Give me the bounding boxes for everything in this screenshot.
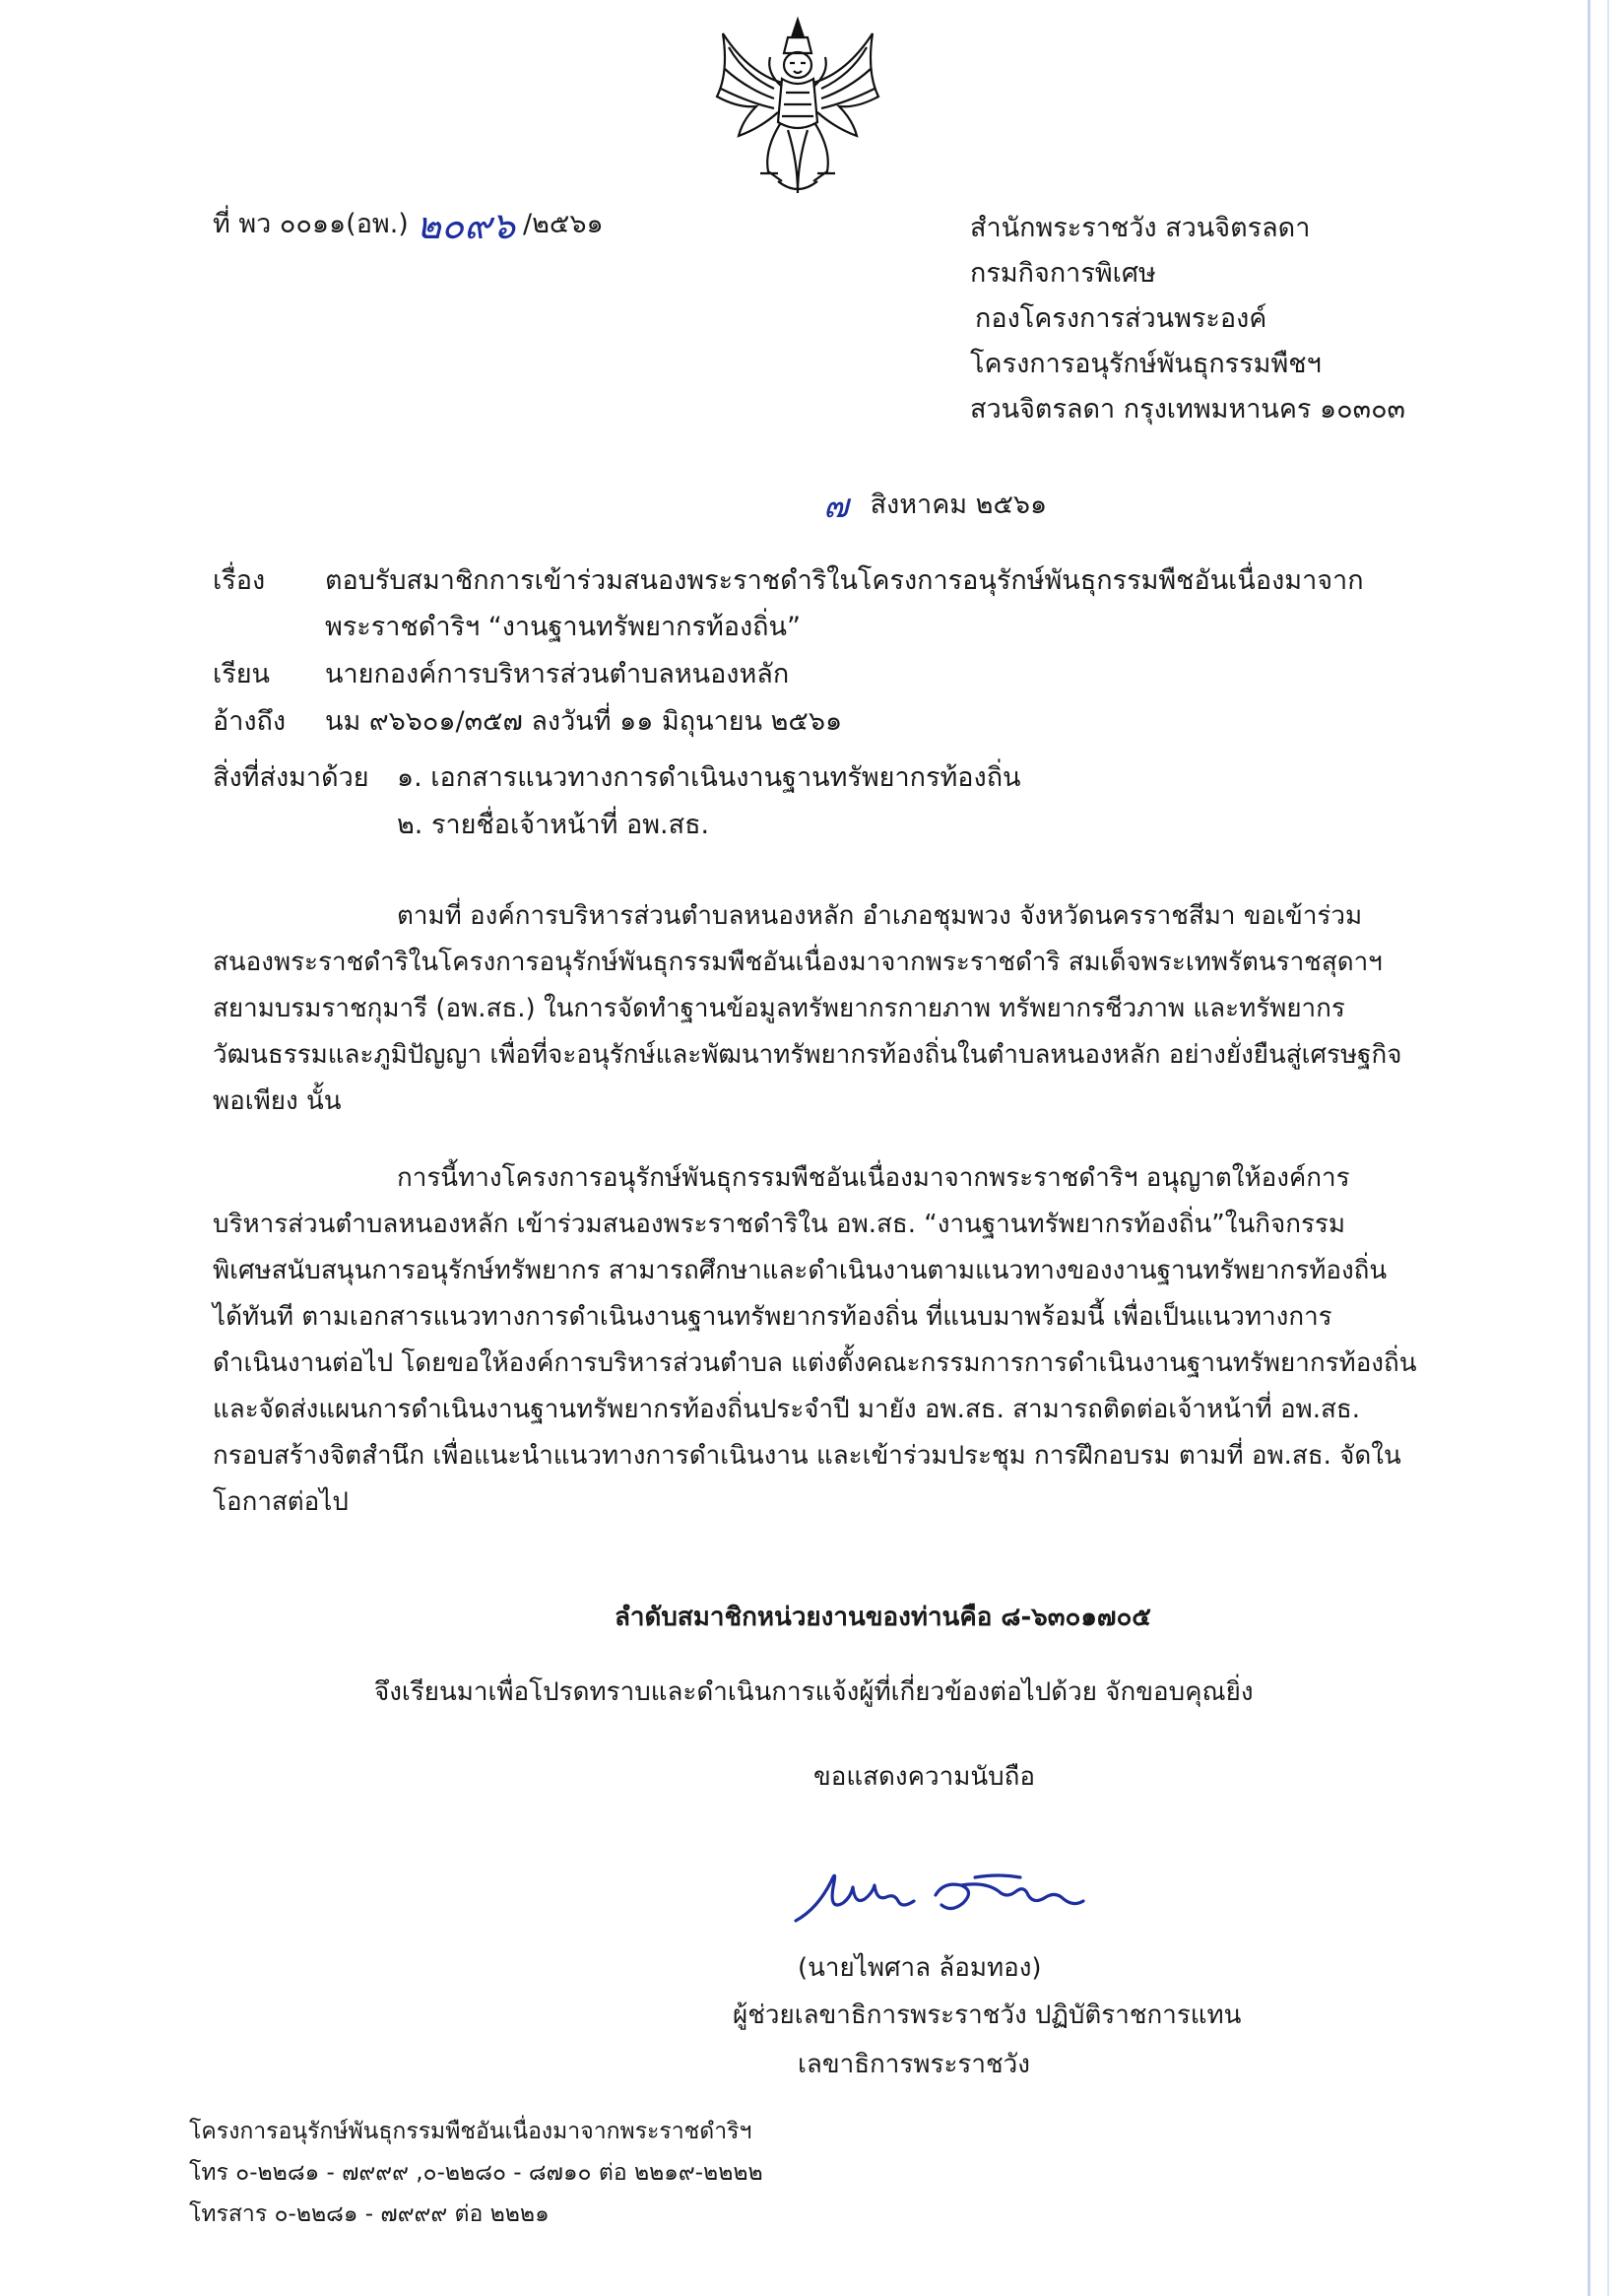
member-number-line: ลำดับสมาชิกหน่วยงานของท่านคือ ๘-๖๓๐๑๗๐๕	[615, 1603, 1151, 1632]
paragraph-line: ตามที่ องค์การบริหารส่วนตำบลหนองหลัก อำเภอชุมพวง จังหวัดนครราชสีมา ขอเข้าร่วม	[397, 901, 1363, 931]
sender-address-line-1: สำนักพระราชวัง สวนจิตรลดา	[970, 213, 1311, 243]
enclosure-item-2: ๒. รายชื่อเจ้าหน้าที่ อพ.สธ.	[397, 810, 710, 840]
scan-edge-line-secondary	[1607, 0, 1609, 2296]
paragraph-line: โอกาสต่อไป	[213, 1487, 349, 1517]
paragraph-line: สนองพระราชดำริในโครงการอนุรักษ์พันธุกรรมพืชอันเนื่องมาจากพระราชดำริ สมเด็จพระเทพรัตนราชสุดาฯ	[213, 948, 1383, 977]
recipient-label: เรียน	[213, 659, 271, 689]
scan-edge-line	[1588, 0, 1590, 2296]
subject-line-2: พระราชดำริฯ “งานฐานทรัพยากรท้องถิ่น”	[325, 612, 801, 642]
sender-address-line-3: กองโครงการส่วนพระองค์	[975, 303, 1267, 334]
sender-address-line-2: กรมกิจการพิเศษ	[970, 258, 1156, 289]
paragraph-line: และจัดส่งแผนการดำเนินงานฐานทรัพยากรท้องถิ่นประจำปี มายัง อพ.สธ. สามารถติดต่อเจ้าหน้าที่ อพ.สธ.	[213, 1395, 1360, 1424]
date-day-handwritten: ๗	[823, 487, 849, 526]
sender-address-line-4: โครงการอนุรักษ์พันธุกรรมพืชฯ	[970, 349, 1322, 379]
footer-organization: โครงการอนุรักษ์พันธุกรรมพืชอันเนื่องมาจากพระราชดำริฯ	[189, 2119, 752, 2144]
subject-label: เรื่อง	[213, 565, 266, 596]
date-month-year: สิงหาคม ๒๕๖๑	[870, 490, 1048, 520]
garuda-emblem-icon	[709, 14, 886, 199]
regards-line: ขอแสดงความนับถือ	[813, 1762, 1035, 1792]
reference-value: นม ๙๖๖๐๑/๓๕๗ ลงวันที่ ๑๑ มิถุนายน ๒๕๖๑	[325, 706, 843, 737]
paragraph-line: วัฒนธรรมและภูมิปัญญา เพื่อที่จะอนุรักษ์และพัฒนาทรัพยากรท้องถิ่นในตำบลหนองหลัก อย่างยั่งยืนสู่เศรษฐกิจ	[213, 1040, 1402, 1070]
sender-address-line-5: สวนจิตรลดา กรุงเทพมหานคร ๑๐๓๐๓	[970, 394, 1406, 425]
enclosures-label: สิ่งที่ส่งมาด้วย	[213, 762, 369, 793]
reference-suffix: /๒๕๖๑	[523, 209, 604, 239]
reference-prefix: ที่ พว ๐๐๑๑(อพ.)	[213, 209, 409, 239]
reference-number	[213, 204, 604, 247]
closing-sentence: จึงเรียนมาเพื่อโปรดทราบและดำเนินการแจ้งผู้ที่เกี่ยวข้องต่อไปด้วย จักขอบคุณยิ่ง	[374, 1677, 1254, 1707]
signer-name: (นายไพศาล ล้อมทอง)	[798, 1953, 1042, 1983]
letter-date	[823, 487, 1048, 526]
recipient-value: นายกองค์การบริหารส่วนตำบลหนองหลัก	[325, 659, 790, 689]
subject-line-1: ตอบรับสมาชิกการเข้าร่วมสนองพระราชดำริในโครงการอนุรักษ์พันธุกรรมพืชอันเนื่องมาจาก	[325, 565, 1364, 596]
footer-fax: โทรสาร ๐-๒๒๘๑ - ๗๙๙๙ ต่อ ๒๒๒๑	[189, 2201, 550, 2227]
paragraph-line: พิเศษสนับสนุนการอนุรักษ์ทรัพยากร สามารถศึกษาและดำเนินงานตามแนวทางของงานฐานทรัพยากรท้องถิ่น	[213, 1256, 1388, 1285]
body-paragraph-1	[213, 893, 1434, 1125]
paragraph-line: ได้ทันที ตามเอกสารแนวทางการดำเนินงานฐานทรัพยากรท้องถิ่น ที่แนบมาพร้อมนี้ เพื่อเป็นแนวทางการ	[213, 1302, 1332, 1332]
body-paragraph-2	[213, 1155, 1434, 1526]
paragraph-line: บริหารส่วนตำบลหนองหลัก เข้าร่วมสนองพระราชดำริใน อพ.สธ. “งานฐานทรัพยากรท้องถิ่น”ในกิจกรรม	[213, 1210, 1346, 1239]
paragraph-line: กรอบสร้างจิตสำนึก เพื่อแนะนำแนวทางการดำเนินงาน และเข้าร่วมประชุม การฝึกอบรม ตามที่ อพ.สธ. จัดใน	[213, 1441, 1401, 1471]
reference-handwritten-number: ๒๐๙๖	[416, 204, 516, 247]
signer-position-1: ผู้ช่วยเลขาธิการพระราชวัง ปฏิบัติราชการแทน	[733, 2001, 1242, 2030]
footer-telephone: โทร ๐-๒๒๘๑ - ๗๙๙๙ ,๐-๒๒๘๐ - ๘๗๑๐ ต่อ ๒๒๑๙-๒๒๒๒	[189, 2160, 763, 2186]
signature-icon	[788, 1852, 1103, 1940]
paragraph-line: พอเพียง นั้น	[213, 1086, 342, 1116]
paragraph-line: ดำเนินงานต่อไป โดยขอให้องค์การบริหารส่วนตำบล แต่งตั้งคณะกรรมการการดำเนินงานฐานทรัพยากรท้องถิ่น	[213, 1348, 1417, 1378]
enclosure-item-1: ๑. เอกสารแนวทางการดำเนินงานฐานทรัพยากรท้องถิ่น	[397, 762, 1021, 793]
paragraph-line: สยามบรมราชกุมารี (อพ.สธ.) ในการจัดทำฐานข้อมูลทรัพยากรกายภาพ ทรัพยากรชีวภาพ และทรัพยากร	[213, 994, 1345, 1023]
paragraph-line: การนี้ทางโครงการอนุรักษ์พันธุกรรมพืชอันเนื่องมาจากพระราชดำริฯ อนุญาตให้องค์การ	[397, 1163, 1350, 1193]
signer-position-2: เลขาธิการพระราชวัง	[798, 2050, 1030, 2079]
reference-label: อ้างถึง	[213, 706, 287, 737]
